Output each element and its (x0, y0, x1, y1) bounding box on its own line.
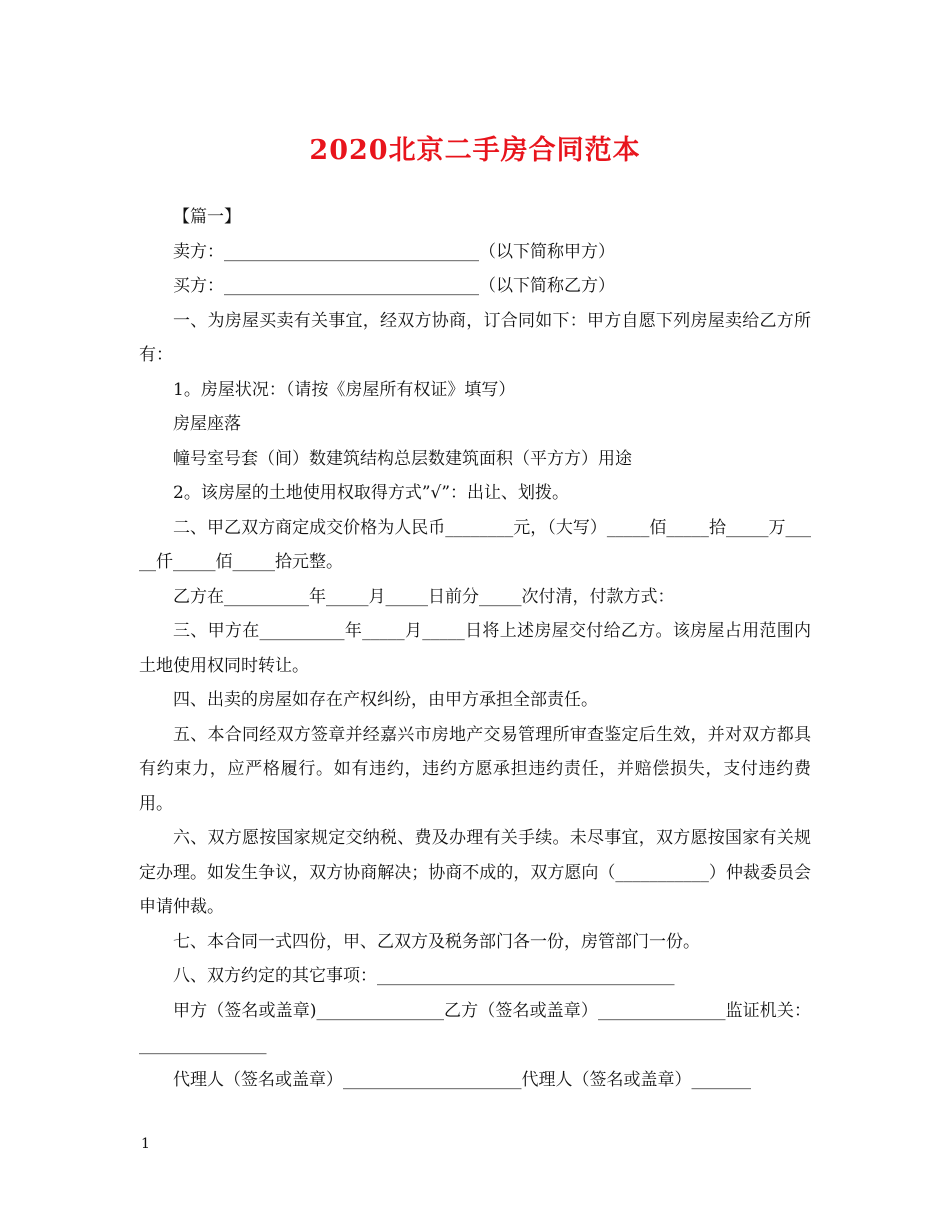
house-status: 1。房屋状况：（请按《房屋所有权证》填写） (173, 379, 516, 400)
house-details: 幢号室号套（间）数建筑结构总层数建筑面积（平方方）用途 (173, 448, 632, 469)
clause-8-other: 八、双方约定的其它事项：___________________________________ (173, 966, 675, 986)
land-use-right: 2。该房屋的土地使用权取得方式”√”：出让、划拨。 (173, 483, 570, 503)
document-body (139, 200, 811, 1097)
seller-line: 卖方：______________________________（以下简称甲方） (173, 241, 615, 262)
house-location: 房屋座落 (173, 414, 241, 434)
clause-1: 一、为房屋买卖有关事宜，经双方协商，订合同如下：甲方自愿下列房屋卖给乙方所有： (139, 310, 811, 365)
clause-4-dispute: 四、出卖的房屋如存在产权纠纷，由甲方承担全部责任。 (173, 690, 598, 710)
signature-line-agents: 代理人（签名或盖章）_____________________代理人（签名或盖章）_______ (173, 1069, 751, 1090)
signature-line-parties: 甲方（签名或盖章)_______________乙方（签名或盖章）_______________监证机关：_______________ (139, 1000, 811, 1055)
payment-terms: 乙方在__________年_____月_____日前分_____次付清，付款方式： (173, 586, 675, 607)
clause-5-effect: 五、本合同经双方签章并经嘉兴市房地产交易管理所审查鉴定后生效，并对双方都具有约束力，应严格履行。如有违约，违约方愿承担违约责任，并赔偿损失，支付违约费用。 (139, 724, 811, 814)
buyer-line: 买方：______________________________（以下简称乙方） (173, 276, 615, 296)
section-heading: 【篇一】 (173, 207, 241, 227)
clause-6-taxes: 六、双方愿按国家规定交纳税、费及办理有关手续。未尽事宜，双方愿按国家有关规定办理。如发生争议，双方协商解决；协商不成的，双方愿向（___________）仲裁委员会申请仲裁。 (139, 828, 811, 917)
clause-2-price: 二、甲乙双方商定成交价格为人民币________元，（大写）_____佰_____拾_____万_____仟_____佰_____拾元整。 (139, 517, 811, 572)
clause-7-copies: 七、本合同一式四份，甲、乙双方及税务部门各一份，房管部门一份。 (173, 931, 700, 952)
page-number: 1 (141, 1136, 150, 1152)
document-title: 2020北京二手房合同范本 (309, 135, 641, 166)
clause-3-delivery: 三、甲方在__________年_____月_____日将上述房屋交付给乙方。该房屋占用范围内土地使用权同时转让。 (139, 621, 811, 676)
